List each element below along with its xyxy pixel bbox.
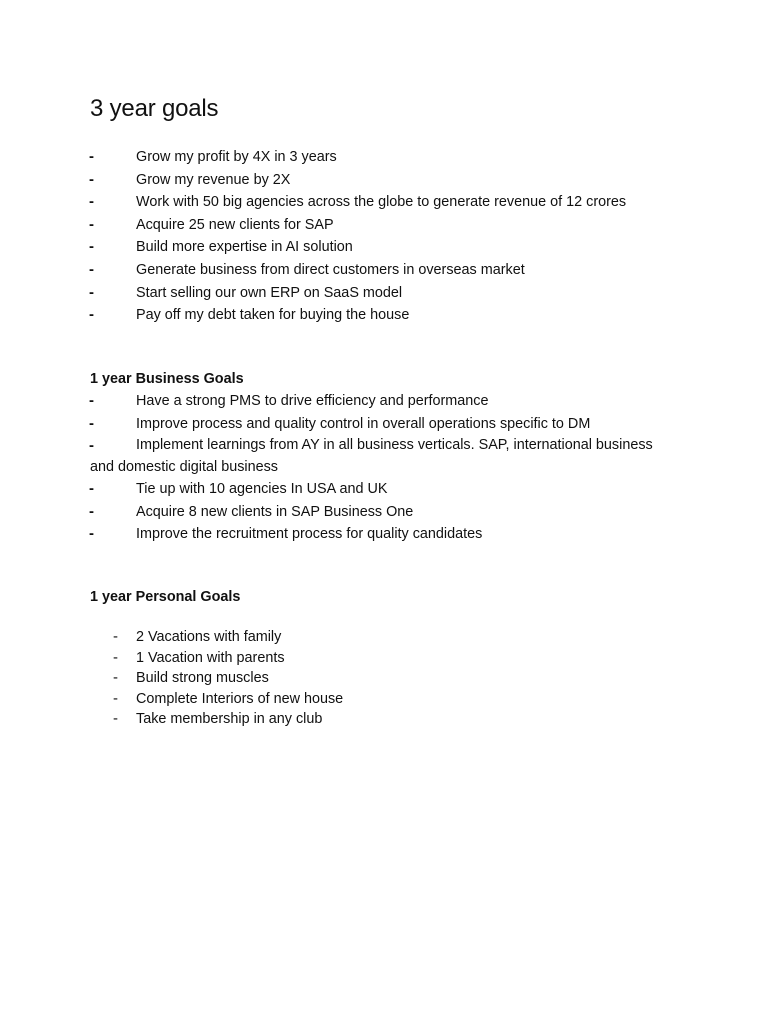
goal-text: Implement learnings from AY in all business verticals. SAP, international business <box>136 437 653 454</box>
goal-text: Build strong muscles <box>136 670 269 687</box>
bullet-dash: - <box>89 283 94 301</box>
goal-text: Tie up with 10 agencies In USA and UK <box>136 481 388 498</box>
goal-text: Generate business from direct customers in overseas market <box>136 261 525 278</box>
goal-text: 2 Vacations with family <box>136 629 282 645</box>
bullet-dash: - <box>89 306 94 324</box>
goal-text: Acquire 25 new clients for SAP <box>136 216 334 233</box>
bullet-dash: - <box>113 710 118 728</box>
bullet-dash: - <box>89 170 94 188</box>
bullet-dash: - <box>89 193 94 211</box>
goal-text: Have a strong PMS to drive efficiency and performance <box>136 393 489 409</box>
bullet-dash: - <box>89 148 94 165</box>
bullet-dash: - <box>113 689 118 707</box>
bullet-dash: - <box>89 480 94 498</box>
bullet-dash: - <box>89 260 94 278</box>
goal-text: Take membership in any club <box>136 711 323 728</box>
business-goals-heading: 1 year Business Goals <box>90 371 244 387</box>
bullet-dash: - <box>89 238 94 256</box>
bullet-dash: - <box>89 392 94 409</box>
page-title: 3 year goals <box>90 95 219 122</box>
goal-text: Acquire 8 new clients in SAP Business One <box>136 503 414 520</box>
goal-text: Grow my profit by 4X in 3 years <box>136 149 337 165</box>
personal-goals-heading: 1 year Personal Goals <box>90 589 241 605</box>
bullet-dash: - <box>89 437 94 455</box>
goal-text: Improve process and quality control in overall operations specific to DM <box>136 415 591 432</box>
goal-text: Work with 50 big agencies across the globe to generate revenue of 12 crores <box>136 194 627 211</box>
goal-text: 1 Vacation with parents <box>136 649 285 666</box>
bullet-dash: - <box>113 648 118 666</box>
bullet-dash: - <box>113 669 118 687</box>
goal-text-continuation: and domestic digital business <box>90 458 278 475</box>
goal-text: Grow my revenue by 2X <box>136 171 291 188</box>
goal-text: Build more expertise in AI solution <box>136 239 353 256</box>
bullet-dash: - <box>89 502 94 520</box>
bullet-dash: - <box>89 525 94 543</box>
bullet-dash: - <box>113 628 118 645</box>
goal-text: Improve the recruitment process for quality candidates <box>136 526 483 543</box>
goal-text: Pay off my debt taken for buying the house <box>136 307 410 324</box>
bullet-dash: - <box>89 414 94 432</box>
goal-text: Start selling our own ERP on SaaS model <box>136 284 403 301</box>
bullet-dash: - <box>89 215 94 233</box>
goal-text: Complete Interiors of new house <box>136 690 344 707</box>
